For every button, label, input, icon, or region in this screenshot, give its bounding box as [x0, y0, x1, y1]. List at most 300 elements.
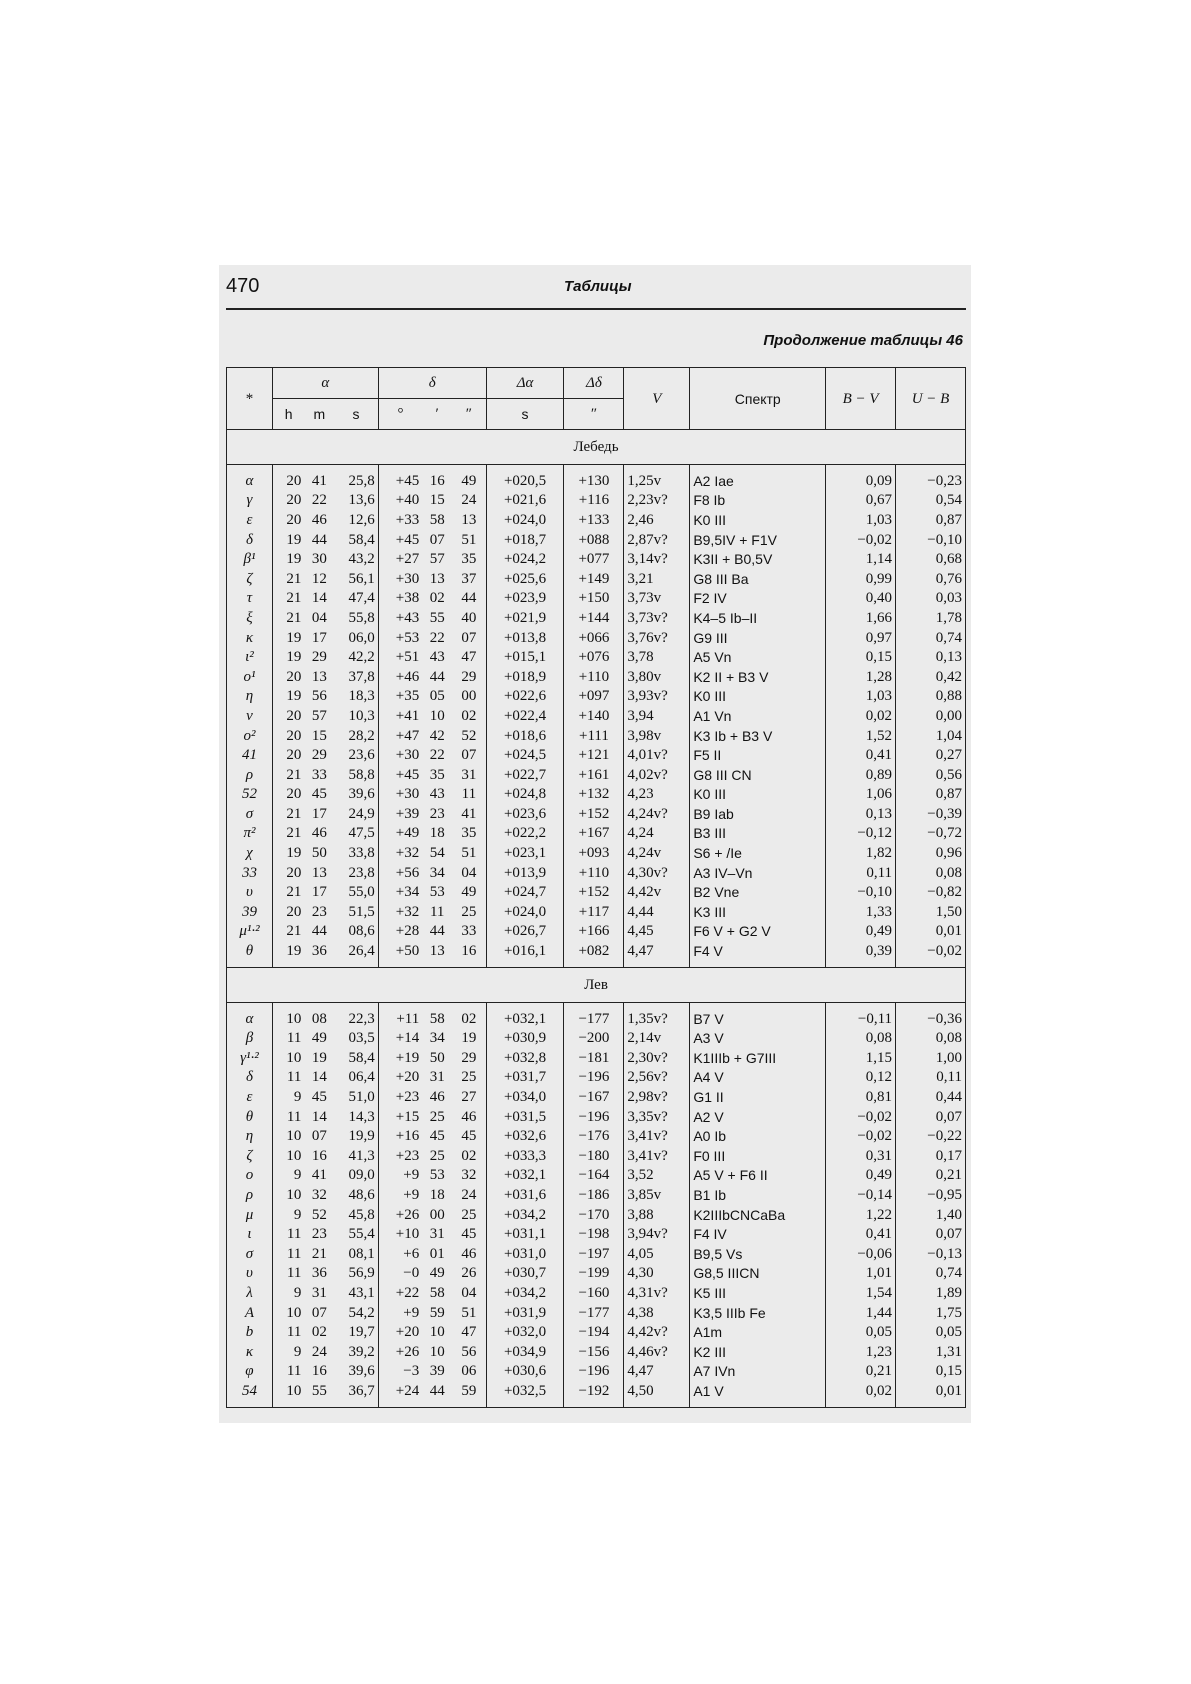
delta-delta: +133	[564, 510, 624, 530]
magnitude-v: 3,80v	[624, 667, 690, 687]
magnitude-v: 2,87v?	[624, 530, 690, 550]
table-row	[227, 824, 966, 844]
spectral-type: K3 Ib + B3 V	[690, 726, 826, 746]
ra-minutes: 50	[311, 845, 327, 862]
dec-degrees: +14	[378, 1028, 422, 1048]
dec-arcsec: 25	[452, 902, 486, 922]
color-bv: 1,22	[826, 1205, 896, 1225]
ra-minutes: 29	[311, 747, 327, 764]
page-header	[226, 275, 966, 297]
table-row	[227, 1107, 966, 1127]
star-name: 52	[227, 785, 273, 805]
color-bv: −0,12	[826, 824, 896, 844]
dec-arcmin: 43	[429, 786, 445, 803]
color-bv: −0,14	[826, 1185, 896, 1205]
spectral-type: F8 Ib	[690, 491, 826, 511]
delta-delta: −194	[564, 1322, 624, 1342]
ra-seconds: 28,2	[334, 726, 378, 746]
dec-arcsec: 29	[452, 1048, 486, 1068]
star-name: α	[227, 1002, 273, 1028]
color-bv: 0,02	[826, 1381, 896, 1407]
ra-hours: 11	[272, 1244, 304, 1264]
color-bv: −0,11	[826, 1002, 896, 1028]
ra-minutes: 36	[304, 941, 334, 967]
delta-delta: −156	[564, 1342, 624, 1362]
dec-arcsec: 47	[452, 1322, 486, 1342]
magnitude-v: 2,30v?	[624, 1048, 690, 1068]
color-bv: −0,02	[826, 1126, 896, 1146]
delta-alpha: +022,2	[486, 824, 564, 844]
delta-alpha: +021,9	[486, 608, 564, 628]
ra-minutes: 21	[311, 1245, 327, 1262]
star-name: ν	[227, 706, 273, 726]
spectral-type: K0 III	[690, 510, 826, 530]
star-name: β	[227, 1028, 273, 1048]
color-bv: 0,81	[826, 1087, 896, 1107]
col-spectrum: Спектр	[690, 368, 826, 430]
ra-hours: 9	[272, 1087, 304, 1107]
ra-seconds: 41,3	[334, 1146, 378, 1166]
dec-degrees: +30	[378, 745, 422, 765]
color-ub: −0,36	[896, 1002, 966, 1028]
dec-arcsec: 16	[452, 941, 486, 967]
color-bv: 0,05	[826, 1322, 896, 1342]
dec-degrees: +40	[378, 491, 422, 511]
star-table	[226, 367, 966, 1408]
dec-arcmin: 31	[429, 1069, 445, 1086]
magnitude-v: 4,50	[624, 1381, 690, 1407]
dec-degrees: +26	[378, 1342, 422, 1362]
magnitude-v: 2,23v?	[624, 491, 690, 511]
delta-alpha: +024,0	[486, 902, 564, 922]
ra-seconds: 55,0	[334, 882, 378, 902]
ra-seconds: 39,6	[334, 785, 378, 805]
ra-hours: 9	[272, 1342, 304, 1362]
color-bv: 1,28	[826, 667, 896, 687]
ra-hours: 19	[272, 941, 304, 967]
header-rule	[226, 308, 966, 310]
color-ub: 0,74	[896, 1264, 966, 1284]
star-name: ζ	[227, 569, 273, 589]
magnitude-v: 4,42v?	[624, 1322, 690, 1342]
magnitude-v: 4,05	[624, 1244, 690, 1264]
spectral-type: S6 + /Ie	[690, 843, 826, 863]
ra-seconds: 19,7	[334, 1322, 378, 1342]
ra-minutes: 17	[311, 805, 327, 822]
unit-d-alpha: s	[486, 399, 564, 430]
delta-alpha: +032,8	[486, 1048, 564, 1068]
delta-alpha: +023,6	[486, 804, 564, 824]
delta-alpha: +021,6	[486, 491, 564, 511]
table-row	[227, 1283, 966, 1303]
color-ub: 0,96	[896, 843, 966, 863]
ra-seconds: 45,8	[334, 1205, 378, 1225]
color-bv: 0,15	[826, 647, 896, 667]
dec-arcsec: 29	[452, 667, 486, 687]
ra-hours: 20	[272, 491, 304, 511]
table-row	[227, 843, 966, 863]
magnitude-v: 4,24v?	[624, 804, 690, 824]
delta-delta: +121	[564, 745, 624, 765]
delta-delta: +066	[564, 628, 624, 648]
dec-arcmin: 18	[429, 825, 445, 842]
delta-alpha: +018,9	[486, 667, 564, 687]
delta-alpha: +018,6	[486, 726, 564, 746]
table-row	[227, 882, 966, 902]
color-ub: 0,21	[896, 1166, 966, 1186]
delta-alpha: +020,5	[486, 465, 564, 491]
magnitude-v: 3,14v?	[624, 549, 690, 569]
ra-minutes: 56	[311, 688, 327, 705]
spectral-type: G1 II	[690, 1087, 826, 1107]
color-ub: 0,17	[896, 1146, 966, 1166]
unit-deg: °	[378, 399, 422, 430]
dec-degrees: +30	[378, 785, 422, 805]
color-bv: 1,52	[826, 726, 896, 746]
magnitude-v: 1,25v	[624, 465, 690, 491]
spectral-type: G9 III	[690, 628, 826, 648]
delta-alpha: +031,9	[486, 1303, 564, 1323]
dec-arcsec: 04	[452, 1283, 486, 1303]
delta-alpha: +032,6	[486, 1126, 564, 1146]
color-bv: 1,03	[826, 687, 896, 707]
dec-arcmin: 45	[429, 1128, 445, 1145]
color-ub: 0,05	[896, 1322, 966, 1342]
ra-hours: 20	[272, 667, 304, 687]
ra-minutes: 23	[311, 903, 327, 920]
dec-degrees: +23	[378, 1146, 422, 1166]
star-name: θ	[227, 941, 273, 967]
dec-arcsec: 41	[452, 804, 486, 824]
table-row	[227, 1322, 966, 1342]
dec-degrees: +16	[378, 1126, 422, 1146]
color-ub: 1,89	[896, 1283, 966, 1303]
color-bv: 0,41	[826, 1224, 896, 1244]
col-v: V	[624, 368, 690, 430]
dec-arcsec: 07	[452, 745, 486, 765]
star-name: θ	[227, 1107, 273, 1127]
ra-seconds: 47,4	[334, 589, 378, 609]
dec-arcmin: 35	[429, 766, 445, 783]
magnitude-v: 4,31v?	[624, 1283, 690, 1303]
dec-arcmin: 01	[429, 1245, 445, 1262]
ra-hours: 10	[272, 1048, 304, 1068]
dec-arcmin: 02	[429, 590, 445, 607]
dec-arcsec: 40	[452, 608, 486, 628]
dec-degrees: +34	[378, 882, 422, 902]
dec-arcmin: 11	[429, 903, 445, 920]
magnitude-v: 4,47	[624, 1362, 690, 1382]
magnitude-v: 4,24	[624, 824, 690, 844]
ra-minutes: 08	[311, 1010, 327, 1027]
magnitude-v: 4,24v	[624, 843, 690, 863]
ra-hours: 10	[272, 1002, 304, 1028]
table-row	[227, 687, 966, 707]
color-bv: 1,82	[826, 843, 896, 863]
color-ub: 1,40	[896, 1205, 966, 1225]
ra-seconds: 26,4	[334, 941, 378, 967]
dec-arcsec: 59	[452, 1381, 486, 1407]
spectral-type: K0 III	[690, 687, 826, 707]
delta-alpha: +034,2	[486, 1283, 564, 1303]
spectral-type: B2 Vne	[690, 882, 826, 902]
dec-degrees: +10	[378, 1224, 422, 1244]
ra-hours: 11	[272, 1107, 304, 1127]
ra-hours: 21	[272, 922, 304, 942]
color-bv: 0,12	[826, 1068, 896, 1088]
delta-alpha: +024,8	[486, 785, 564, 805]
ra-hours: 20	[272, 745, 304, 765]
delta-delta: +152	[564, 882, 624, 902]
delta-alpha: +013,8	[486, 628, 564, 648]
book-page	[219, 265, 971, 1423]
ra-hours: 11	[272, 1362, 304, 1382]
dec-arcsec: 37	[452, 569, 486, 589]
spectral-type: A3 V	[690, 1028, 826, 1048]
delta-delta: +077	[564, 549, 624, 569]
ra-minutes: 49	[311, 1030, 327, 1047]
color-ub: 0,76	[896, 569, 966, 589]
dec-arcsec: 04	[452, 863, 486, 883]
unit-s: s	[334, 399, 378, 430]
delta-alpha: +031,6	[486, 1185, 564, 1205]
color-ub: 0,08	[896, 1028, 966, 1048]
dec-arcmin: 53	[429, 884, 445, 901]
ra-hours: 19	[272, 628, 304, 648]
delta-alpha: +032,5	[486, 1381, 564, 1407]
dec-arcsec: 25	[452, 1068, 486, 1088]
delta-delta: +097	[564, 687, 624, 707]
ra-hours: 21	[272, 765, 304, 785]
color-bv: 1,23	[826, 1342, 896, 1362]
magnitude-v: 4,47	[624, 941, 690, 967]
unit-arcsec: ″	[452, 399, 486, 430]
ra-minutes: 36	[311, 1265, 327, 1282]
color-bv: 0,97	[826, 628, 896, 648]
dec-arcsec: 35	[452, 824, 486, 844]
color-bv: 0,31	[826, 1146, 896, 1166]
spectral-type: B7 V	[690, 1002, 826, 1028]
ra-seconds: 58,4	[334, 1048, 378, 1068]
table-continuation-caption: Продолжение таблицы 46	[763, 332, 963, 349]
star-name: o¹	[227, 667, 273, 687]
table-row	[227, 922, 966, 942]
color-ub: 0,54	[896, 491, 966, 511]
ra-minutes: 23	[311, 1226, 327, 1243]
delta-alpha: +031,0	[486, 1244, 564, 1264]
table-row	[227, 863, 966, 883]
spectral-type: K2 II + B3 V	[690, 667, 826, 687]
table-row	[227, 549, 966, 569]
table-row	[227, 1264, 966, 1284]
spectral-type: F2 IV	[690, 589, 826, 609]
delta-alpha: +030,7	[486, 1264, 564, 1284]
ra-seconds: 58,8	[334, 765, 378, 785]
ra-hours: 10	[272, 1185, 304, 1205]
ra-hours: 11	[272, 1068, 304, 1088]
ra-hours: 10	[272, 1303, 304, 1323]
dec-arcmin: 22	[429, 629, 445, 646]
dec-arcsec: 47	[452, 647, 486, 667]
ra-seconds: 18,3	[334, 687, 378, 707]
color-ub: 0,87	[896, 785, 966, 805]
table-row	[227, 569, 966, 589]
ra-minutes: 17	[311, 884, 327, 901]
spectral-type: B3 III	[690, 824, 826, 844]
ra-hours: 21	[272, 589, 304, 609]
ra-seconds: 39,6	[334, 1362, 378, 1382]
col-d-alpha: Δα	[486, 368, 564, 399]
color-bv: 1,33	[826, 902, 896, 922]
ra-hours: 21	[272, 569, 304, 589]
table-row	[227, 726, 966, 746]
delta-delta: +093	[564, 843, 624, 863]
spectral-type: K0 III	[690, 785, 826, 805]
star-name: κ	[227, 1342, 273, 1362]
star-name: ο	[227, 1166, 273, 1186]
dec-arcmin: 46	[429, 1089, 445, 1106]
spectral-type: A4 V	[690, 1068, 826, 1088]
table-row	[227, 1048, 966, 1068]
ra-minutes: 17	[311, 629, 327, 646]
page-number: 470	[226, 275, 260, 297]
ra-hours: 20	[272, 863, 304, 883]
spectral-type: B9,5IV + F1V	[690, 530, 826, 550]
dec-degrees: +9	[378, 1166, 422, 1186]
delta-delta: −164	[564, 1166, 624, 1186]
star-name: γ	[227, 491, 273, 511]
magnitude-v: 4,46v?	[624, 1342, 690, 1362]
star-name: ζ	[227, 1146, 273, 1166]
dec-arcsec: 51	[452, 530, 486, 550]
spectral-type: A1m	[690, 1322, 826, 1342]
ra-seconds: 22,3	[334, 1002, 378, 1028]
table-row	[227, 1303, 966, 1323]
spectral-type: K2IIIbCNCaBa	[690, 1205, 826, 1225]
dec-arcmin: 49	[429, 1265, 445, 1282]
color-ub: 0,68	[896, 549, 966, 569]
table-row	[227, 1002, 966, 1028]
magnitude-v: 4,45	[624, 922, 690, 942]
delta-alpha: +022,4	[486, 706, 564, 726]
table-row	[227, 1342, 966, 1362]
dec-arcsec: 46	[452, 1107, 486, 1127]
dec-degrees: +30	[378, 569, 422, 589]
color-bv: −0,06	[826, 1244, 896, 1264]
table-row	[227, 1087, 966, 1107]
delta-alpha: +015,1	[486, 647, 564, 667]
star-name: η	[227, 687, 273, 707]
dec-degrees: +20	[378, 1068, 422, 1088]
dec-degrees: +38	[378, 589, 422, 609]
dec-arcsec: 49	[452, 465, 486, 491]
ra-seconds: 51,0	[334, 1087, 378, 1107]
magnitude-v: 4,44	[624, 902, 690, 922]
dec-degrees: +35	[378, 687, 422, 707]
ra-minutes: 19	[311, 1049, 327, 1066]
dec-arcmin: 25	[429, 1108, 445, 1125]
star-name: 41	[227, 745, 273, 765]
section-rows	[227, 1002, 966, 1407]
star-name: ρ	[227, 765, 273, 785]
ra-minutes: 24	[311, 1343, 327, 1360]
magnitude-v: 3,93v?	[624, 687, 690, 707]
dec-degrees: +56	[378, 863, 422, 883]
delta-alpha: +013,9	[486, 863, 564, 883]
dec-arcmin: 22	[429, 747, 445, 764]
ra-seconds: 37,8	[334, 667, 378, 687]
delta-delta: −176	[564, 1126, 624, 1146]
color-ub: −0,72	[896, 824, 966, 844]
dec-degrees: +50	[378, 941, 422, 967]
ra-seconds: 58,4	[334, 530, 378, 550]
ra-hours: 21	[272, 882, 304, 902]
spectral-type: K2 III	[690, 1342, 826, 1362]
delta-alpha: +026,7	[486, 922, 564, 942]
spectral-type: F4 IV	[690, 1224, 826, 1244]
color-ub: 0,27	[896, 745, 966, 765]
delta-delta: −196	[564, 1107, 624, 1127]
ra-seconds: 55,8	[334, 608, 378, 628]
ra-seconds: 25,8	[334, 465, 378, 491]
magnitude-v: 3,73v	[624, 589, 690, 609]
dec-arcmin: 54	[429, 845, 445, 862]
color-bv: −0,02	[826, 1107, 896, 1127]
ra-minutes: 44	[311, 923, 327, 940]
ra-seconds: 54,2	[334, 1303, 378, 1323]
color-bv: 0,67	[826, 491, 896, 511]
spectral-type: A1 V	[690, 1381, 826, 1407]
ra-hours: 11	[272, 1322, 304, 1342]
color-ub: 1,50	[896, 902, 966, 922]
delta-alpha: +022,7	[486, 765, 564, 785]
spectral-type: F0 III	[690, 1146, 826, 1166]
delta-delta: −181	[564, 1048, 624, 1068]
table-row	[227, 1146, 966, 1166]
table-row	[227, 941, 966, 967]
section-title: Лебедь	[227, 430, 966, 465]
spectral-type: K3II + B0,5V	[690, 549, 826, 569]
dec-arcmin: 58	[429, 511, 445, 528]
table-row	[227, 765, 966, 785]
delta-alpha: +024,5	[486, 745, 564, 765]
ra-minutes: 55	[304, 1381, 334, 1407]
dec-degrees: +45	[378, 530, 422, 550]
ra-seconds: 10,3	[334, 706, 378, 726]
delta-alpha: +033,3	[486, 1146, 564, 1166]
delta-delta: +088	[564, 530, 624, 550]
dec-arcmin: 10	[429, 1343, 445, 1360]
ra-hours: 9	[272, 1205, 304, 1225]
section-header	[227, 967, 966, 1002]
ra-seconds: 36,7	[334, 1381, 378, 1407]
color-ub: 1,04	[896, 726, 966, 746]
table-row	[227, 1224, 966, 1244]
dec-arcmin: 39	[429, 1363, 445, 1380]
ra-hours: 19	[272, 843, 304, 863]
ra-hours: 11	[272, 1264, 304, 1284]
spectral-type: F4 V	[690, 941, 826, 967]
color-ub: −0,82	[896, 882, 966, 902]
dec-degrees: +51	[378, 647, 422, 667]
table-row	[227, 589, 966, 609]
ra-minutes: 32	[311, 1186, 327, 1203]
dec-degrees: +19	[378, 1048, 422, 1068]
color-bv: 1,66	[826, 608, 896, 628]
ra-hours: 10	[272, 1381, 304, 1407]
ra-minutes: 07	[311, 1304, 327, 1321]
dec-arcmin: 15	[429, 492, 445, 509]
